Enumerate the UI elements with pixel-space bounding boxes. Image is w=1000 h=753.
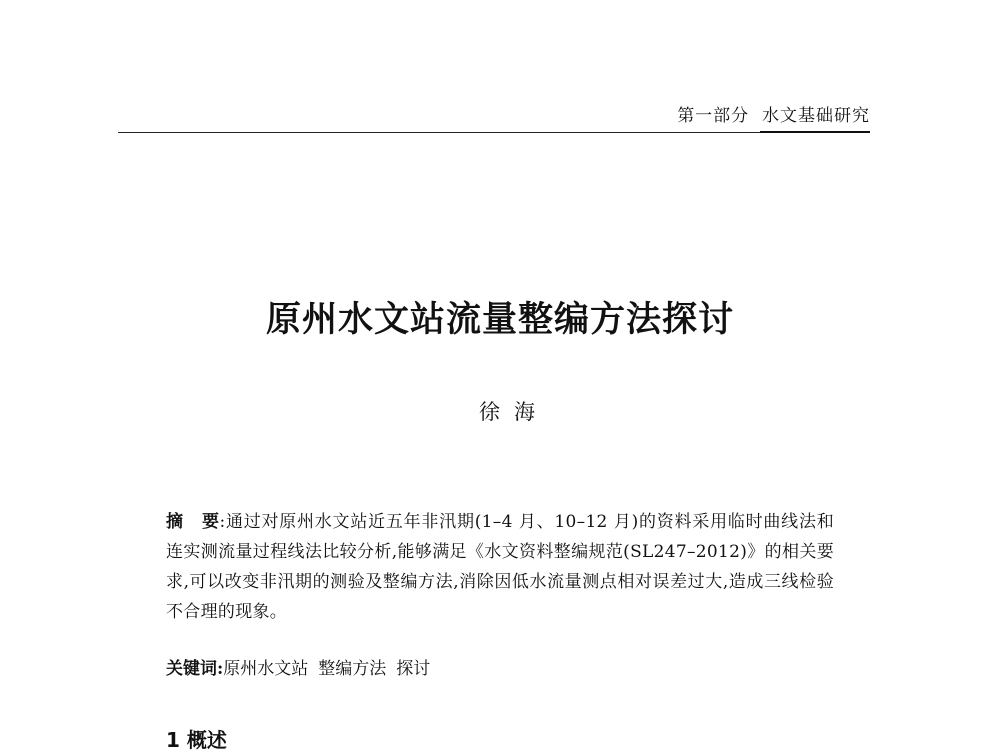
header-subject: 水文基础研究 [762, 106, 870, 126]
section-heading: 1 概述 [166, 728, 227, 752]
abstract-separator: : [219, 512, 226, 532]
abstract [166, 507, 834, 627]
running-header [118, 96, 870, 133]
keyword-item: 整编方法 [318, 659, 387, 679]
keywords-label: 关键词: [166, 659, 224, 679]
abstract-label-b: 要 [201, 512, 220, 532]
running-header-text [677, 101, 870, 126]
paper-title: 原州水文站流量整编方法探讨 [265, 299, 734, 340]
keyword-item: 探讨 [396, 659, 431, 679]
abstract-text: 通过对原州水文站近五年非汛期(1–4 月、10–12 月)的资料采用临时曲线法和连实测流量过程线法比较分析,能够满足《水文资料整编规范(SL247–2012)》的相关要求,可以改变非汛期的测验及整编方法,消除因低水流量测点相对误差过大,造成三线检验不合理的现象。 [166, 512, 835, 622]
abstract-label-a: 摘 [166, 512, 184, 532]
author-name: 徐海 [479, 400, 549, 424]
keyword-item: 原州水文站 [223, 659, 309, 679]
abstract-label [166, 512, 219, 532]
header-section: 第一部分 [677, 106, 750, 126]
keywords [166, 656, 834, 682]
header-underline [760, 131, 870, 133]
